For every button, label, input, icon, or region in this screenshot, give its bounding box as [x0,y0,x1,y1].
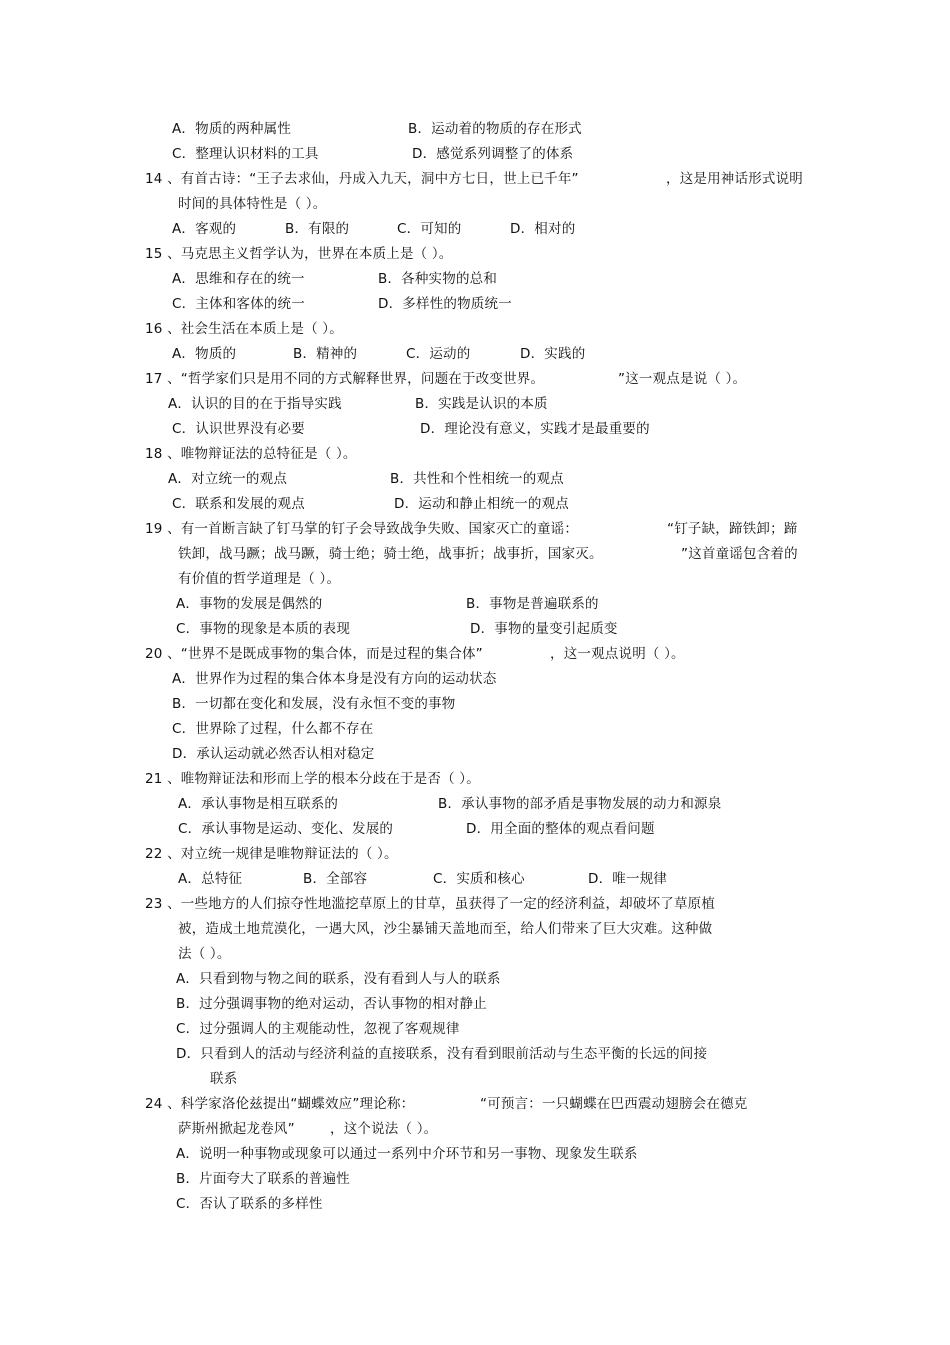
q14-stem-cont: ，这是用神话形式说明 [666,171,803,187]
q14-stem-line2: 时间的具体特性是（ ）。 [178,196,327,212]
q16-option-d: D．实践的 [520,346,586,362]
q14-stem: 14 、有首古诗：“王子去求仙，丹成入九天，洞中方七日，世上已千年” [145,171,579,187]
q23-option-a: A．只看到物与物之间的联系，没有看到人与人的联系 [176,971,501,987]
q23-option-c: C．过分强调人的主观能动性，忽视了客观规律 [176,1021,460,1037]
q19-option-d: D．事物的量变引起质变 [470,621,618,637]
q20-option-a: A．世界作为过程的集合体本身是没有方向的运动状态 [172,671,497,687]
q17-stem: 17 、“哲学家们只是用不同的方式解释世界，问题在于改变世界。 [145,371,545,387]
q13-option-c: C．整理认识材料的工具 [172,146,319,162]
q20-option-d: D．承认运动就必然否认相对稳定 [172,746,375,762]
q17-option-a: A．认识的目的在于指导实践 [168,396,342,412]
q19-option-c: C．事物的现象是本质的表现 [176,621,351,637]
q17-option-d: D．理论没有意义，实践才是最重要的 [420,421,650,437]
q14-option-b: B．有限的 [285,221,350,237]
q21-option-b: B．承认事物的部矛盾是事物发展的动力和源泉 [438,796,722,812]
q22-option-c: C．实质和核心 [433,871,525,887]
q22-option-a: A．总特征 [178,871,243,887]
q16-option-c: C．运动的 [406,346,471,362]
q24-stem-line2: 萨斯州掀起龙卷风” [178,1121,295,1137]
q21-stem: 21 、唯物辩证法和形而上学的根本分歧在于是否（ ）。 [145,771,480,787]
q23-option-d-cont: 联系 [210,1071,238,1087]
q18-option-a: A．对立统一的观点 [168,471,288,487]
q21-option-c: C．承认事物是运动、变化、发展的 [178,821,394,837]
q21-option-a: A．承认事物是相互联系的 [178,796,339,812]
q20-option-c: C．世界除了过程，什么都不存在 [172,721,374,737]
q15-option-b: B．各种实物的总和 [378,271,498,287]
q16-option-a: A．物质的 [172,346,237,362]
q24-stem-line2-cont: ，这个说法（ ）。 [330,1121,438,1137]
q23-stem-line2: 被，造成土地荒漠化，一遇大风，沙尘暴铺天盖地而至，给人们带来了巨大灾难。这种做 [178,921,713,937]
q19-stem-line2: 铁卸，战马蹶；战马蹶，骑士绝；骑士绝，战事折；战事折，国家灭。 [178,546,603,562]
q18-stem: 18 、唯物辩证法的总特征是（ ）。 [145,446,357,462]
q19-stem-quote: “钉子缺，蹄铁卸；蹄 [667,521,798,537]
q14-option-a: A．客观的 [172,221,237,237]
q13-option-d: D．感觉系列调整了的体系 [412,146,574,162]
q20-option-b: B．一切都在变化和发展，没有永恒不变的事物 [172,696,456,712]
q18-option-c: C．联系和发展的观点 [172,496,305,512]
q22-option-d: D．唯一规律 [588,871,668,887]
q15-option-a: A．思维和存在的统一 [172,271,305,287]
q24-option-a: A．说明一种事物或现象可以通过一系列中介环节和另一事物、现象发生联系 [176,1146,638,1162]
q18-option-b: B．共性和个性相统一的观点 [390,471,564,487]
q17-option-b: B．实践是认识的本质 [415,396,548,412]
q19-stem-line2-cont: ”这首童谣包含着的 [681,546,798,562]
q19-option-a: A．事物的发展是偶然的 [176,596,323,612]
q14-option-c: C．可知的 [397,221,462,237]
q17-stem-cont: ”这一观点是说（ ）。 [618,371,747,387]
q24-option-b: B．片面夸大了联系的普遍性 [176,1171,350,1187]
q21-option-d: D．用全面的整体的观点看问题 [466,821,655,837]
q23-stem: 23 、一些地方的人们掠夺性地滥挖草原上的甘草，虽获得了一定的经济利益，却破坏了草原植 [145,896,716,912]
q24-option-c: C．否认了联系的多样性 [176,1196,323,1212]
q20-stem-cont: ，这一观点说明（ ）。 [550,646,685,662]
q17-option-c: C．认识世界没有必要 [172,421,305,437]
q24-stem: 24 、科学家洛伦兹提出“蝴蝶效应”理论称： [145,1096,415,1112]
q22-stem: 22 、对立统一规律是唯物辩证法的（ ）。 [145,846,398,862]
q13-option-b: B．运动着的物质的存在形式 [408,121,582,137]
q23-stem-line3: 法（ ）。 [178,946,231,962]
q13-option-a: A．物质的两种属性 [172,121,292,137]
q22-option-b: B．全部容 [303,871,368,887]
q14-option-d: D．相对的 [510,221,576,237]
q19-option-b: B．事物是普遍联系的 [466,596,599,612]
q19-stem-line3: 有价值的哲学道理是（ ）。 [178,571,341,587]
q19-stem: 19 、有一首断言缺了钉马掌的钉子会导致战争失败、国家灭亡的童谣： [145,521,579,537]
q16-stem: 16 、社会生活在本质上是（ ）。 [145,321,343,337]
q24-stem-quote: “可预言：一只蝴蝶在巴西震动翅膀会在德克 [480,1096,748,1112]
q15-stem: 15 、马克思主义哲学认为，世界在本质上是（ ）。 [145,246,453,262]
q20-stem: 20 、“世界不是既成事物的集合体，而是过程的集合体” [145,646,483,662]
q18-option-d: D．运动和静止相统一的观点 [394,496,569,512]
q23-option-b: B．过分强调事物的绝对运动，否认事物的相对静止 [176,996,487,1012]
q15-option-c: C．主体和客体的统一 [172,296,305,312]
q16-option-b: B．精神的 [293,346,358,362]
q15-option-d: D．多样性的物质统一 [378,296,512,312]
q23-option-d: D．只看到人的活动与经济利益的直接联系，没有看到眼前活动与生态平衡的长远的间接 [176,1046,708,1062]
